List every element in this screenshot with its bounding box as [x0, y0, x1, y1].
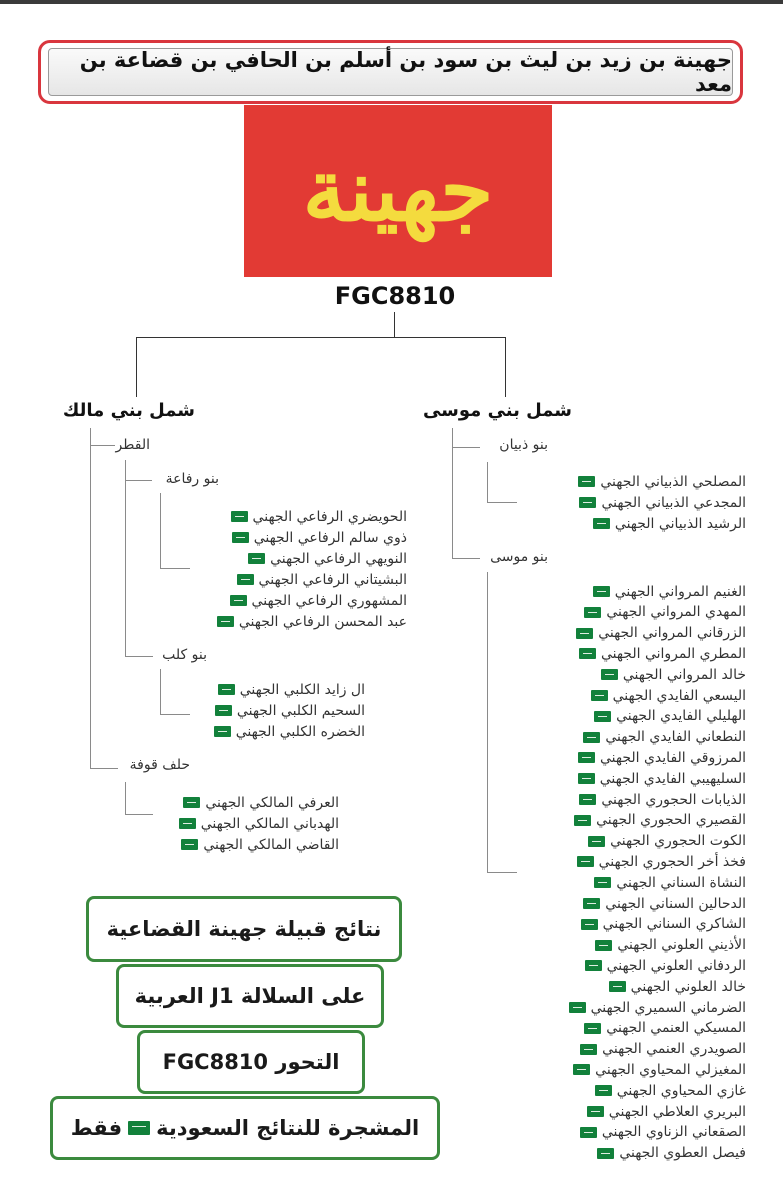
family-name: فيصل العطوي الجهني	[619, 1145, 746, 1162]
rifaa-trunk	[160, 493, 161, 568]
tribe-banner	[244, 105, 552, 277]
saudi-flag-icon	[593, 586, 610, 597]
saudi-flag-icon	[579, 794, 596, 805]
connector-left	[136, 337, 137, 397]
family-name: العرفي المالكي الجهني	[205, 794, 339, 811]
kalb-tick	[160, 714, 190, 715]
footer-box-saudi	[50, 1096, 440, 1160]
saudi-flag-icon	[579, 648, 596, 659]
family-row	[578, 748, 746, 767]
kalb-trunk	[160, 669, 161, 714]
family-row	[573, 1060, 746, 1079]
saudi-flag-icon	[595, 1085, 612, 1096]
family-row	[577, 852, 746, 871]
family-row	[585, 956, 746, 975]
label-bano-dhubyan: بنو ذبيان	[499, 437, 548, 453]
left-trunk	[90, 428, 91, 768]
family-name: الذيابات الحجوري الجهني	[601, 791, 746, 808]
saudi-flag-icon	[128, 1121, 150, 1135]
family-row	[581, 915, 746, 934]
family-name: السحيم الكلبي الجهني	[236, 702, 365, 719]
family-row	[181, 835, 339, 854]
saudi-flag-icon	[231, 511, 248, 522]
label-bano-musa: بنو موسى	[490, 549, 548, 565]
saudi-flag-icon	[230, 595, 247, 606]
family-name: الصقعاني الزناوي الجهني	[601, 1124, 746, 1141]
family-name: المطري المرواني الجهني	[600, 645, 746, 662]
saudi-flag-icon	[581, 919, 598, 930]
saudi-flag-icon	[588, 836, 605, 847]
family-name: الغنيم المرواني الجهني	[614, 583, 746, 600]
family-row	[593, 582, 746, 601]
family-row	[588, 832, 746, 851]
footer-line-2: على السلالة J1 العربية	[134, 984, 366, 1008]
family-name: الصويدري العنمي الجهني	[602, 1041, 746, 1058]
label-qatr: القطر	[115, 437, 150, 453]
saudi-flag-icon	[179, 818, 196, 829]
saudi-flag-icon	[217, 616, 234, 627]
saudi-flag-icon	[609, 981, 626, 992]
family-row	[579, 790, 746, 809]
family-row	[594, 707, 746, 726]
family-row	[574, 811, 746, 830]
dhubyan-tick	[487, 502, 517, 503]
family-name: القصيري الحجوري الجهني	[596, 812, 746, 829]
family-row	[584, 603, 746, 622]
top-border	[0, 0, 783, 4]
family-row	[584, 1019, 746, 1038]
saudi-flag-icon	[578, 773, 595, 784]
family-row	[591, 686, 746, 705]
family-name: المهدي المرواني الجهني	[606, 604, 746, 621]
family-name: الهليلي الفايدي الجهني	[616, 708, 746, 725]
saudi-flag-icon	[248, 553, 265, 564]
family-row	[580, 1040, 746, 1059]
saudi-flag-icon	[580, 1044, 597, 1055]
family-row	[218, 680, 365, 699]
family-name: المرزوقي الفايدي الجهني	[599, 749, 746, 766]
saudi-flag-icon	[585, 960, 602, 971]
branch-bani-malik: شمل بني مالك	[62, 400, 195, 421]
saudi-flag-icon	[577, 856, 594, 867]
saudi-flag-icon	[594, 711, 611, 722]
family-name: الدحالين السناني الجهني	[605, 895, 746, 912]
label-bano-kalb: بنو كلب	[162, 647, 207, 663]
family-name: البريري العلاطي الجهني	[608, 1103, 746, 1120]
family-row	[587, 1102, 746, 1121]
family-name: الحويضري الرفاعي الجهني	[252, 508, 407, 525]
family-name: القاضي المالكي الجهني	[203, 836, 339, 853]
family-name: السليهيبي الفايدي الجهني	[599, 770, 746, 787]
family-name: الضرماني السميري الجهني	[590, 999, 746, 1016]
saudi-flag-icon	[569, 1002, 586, 1013]
family-name: الخضره الكلبي الجهني	[235, 723, 365, 740]
family-name: عبد المحسن الرفاعي الجهني	[238, 613, 407, 630]
branch-bani-musa: شمل بني موسى	[422, 400, 572, 421]
saudi-flag-icon	[584, 1023, 601, 1034]
haplogroup-label: FGC8810	[334, 282, 456, 310]
saudi-flag-icon	[214, 726, 231, 737]
saudi-flag-icon	[597, 1148, 614, 1159]
family-name: خالد العلوني الجهني	[630, 978, 746, 995]
family-name: المشهوري الرفاعي الجهني	[251, 592, 407, 609]
family-name: الرشيد الذبياني الجهني	[614, 515, 746, 532]
family-name: اليسعي الفايدي الجهني	[612, 687, 746, 704]
saudi-flag-icon	[583, 898, 600, 909]
family-name: الشاكري السناني الجهني	[602, 916, 746, 933]
family-name: المسيكي العنمي الجهني	[606, 1020, 746, 1037]
saudi-flag-icon	[237, 574, 254, 585]
family-row	[231, 507, 407, 526]
family-row	[583, 728, 746, 747]
connector-split	[136, 337, 506, 338]
family-row	[237, 570, 407, 589]
qatr-trunk	[125, 460, 126, 656]
saudi-flag-icon	[181, 839, 198, 850]
footer-line-3: التحور FGC8810	[162, 1050, 340, 1074]
family-row	[232, 528, 407, 547]
footer-line-4: المشجرة للنتائج السعودية	[156, 1116, 420, 1140]
saudi-flag-icon	[580, 1127, 597, 1138]
family-name: المغيزلي المحياوي الجهني	[595, 1061, 746, 1078]
family-row	[578, 769, 746, 788]
connector-right	[505, 337, 506, 397]
label-hilf-qawfa: حلف قوفة	[129, 757, 190, 773]
family-row	[583, 894, 746, 913]
connector-rifaa	[125, 480, 152, 481]
connector-qawfa	[90, 768, 118, 769]
family-row	[179, 814, 339, 833]
saudi-flag-icon	[601, 669, 618, 680]
family-row	[579, 493, 746, 512]
family-row	[579, 644, 746, 663]
connector-root	[394, 312, 395, 337]
family-row	[248, 549, 407, 568]
family-row	[594, 873, 746, 892]
family-name: غازي المحياوي الجهني	[616, 1082, 746, 1099]
musa-trunk	[487, 572, 488, 872]
connector-dhubyan	[452, 447, 480, 448]
saudi-flag-icon	[232, 532, 249, 543]
banner-title: جهينة	[302, 140, 494, 241]
footer-box-results	[86, 896, 402, 962]
connector-qatr	[90, 445, 115, 446]
saudi-flag-icon	[215, 705, 232, 716]
footer-box-snp	[137, 1030, 365, 1094]
family-name: خالد المرواني الجهني	[622, 666, 746, 683]
family-name: الزرقاني المرواني الجهني	[598, 625, 746, 642]
saudi-flag-icon	[576, 628, 593, 639]
family-row	[595, 1081, 746, 1100]
family-name: النشاة السناني الجهني	[616, 874, 746, 891]
family-row	[214, 722, 365, 741]
family-row	[580, 1123, 746, 1142]
family-name: الردفاني العلوني الجهني	[606, 957, 746, 974]
saudi-flag-icon	[578, 752, 595, 763]
footer-line-4-end: فقط	[70, 1116, 123, 1140]
family-row	[215, 701, 365, 720]
family-name: المجدعي الذبياني الجهني	[601, 494, 746, 511]
family-row	[578, 472, 746, 491]
footer-line-1: نتائج قبيلة جهينة القضاعية	[106, 917, 382, 941]
family-row	[230, 591, 407, 610]
connector-musa	[452, 558, 480, 559]
saudi-flag-icon	[594, 877, 611, 888]
family-name: ال زايد الكلبي الجهني	[239, 681, 365, 698]
qawfa-tick	[125, 814, 153, 815]
family-row	[183, 793, 339, 812]
saudi-flag-icon	[573, 1064, 590, 1075]
label-bano-rifaa: بنو رفاعة	[165, 471, 219, 487]
footer-box-j1	[116, 964, 384, 1028]
family-name: البشيتاني الرفاعي الجهني	[258, 571, 407, 588]
family-row	[595, 936, 746, 955]
saudi-flag-icon	[587, 1106, 604, 1117]
saudi-flag-icon	[583, 732, 600, 743]
family-name: النويهي الرفاعي الجهني	[270, 550, 407, 567]
saudi-flag-icon	[591, 690, 608, 701]
saudi-flag-icon	[584, 607, 601, 618]
family-row	[569, 998, 746, 1017]
saudi-flag-icon	[593, 518, 610, 529]
musa-tick	[487, 872, 517, 873]
family-name: الأذيني العلوني الجهني	[617, 937, 746, 954]
saudi-flag-icon	[579, 497, 596, 508]
family-name: النطعاني الفايدي الجهني	[605, 729, 746, 746]
family-row	[593, 514, 746, 533]
qawfa-trunk	[125, 782, 126, 814]
family-name: المصلحي الذبياني الجهني	[600, 473, 746, 490]
saudi-flag-icon	[183, 797, 200, 808]
dhubyan-trunk	[487, 462, 488, 502]
saudi-flag-icon	[578, 476, 595, 487]
family-row	[601, 665, 746, 684]
saudi-flag-icon	[595, 940, 612, 951]
family-name: ذوي سالم الرفاعي الجهني	[253, 529, 407, 546]
saudi-flag-icon	[574, 815, 591, 826]
lineage-title: جهينة بن زيد بن ليث بن سود بن أسلم بن الحافي بن قضاعة بن معد	[48, 48, 733, 96]
family-row	[609, 977, 746, 996]
family-row	[217, 612, 407, 631]
rifaa-tick	[160, 568, 190, 569]
family-name: فخذ أخر الحجوري الجهني	[598, 853, 746, 870]
family-row	[576, 624, 746, 643]
connector-kalb	[125, 656, 153, 657]
family-row	[597, 1144, 746, 1163]
family-name: الكوت الحجوري الجهني	[610, 833, 746, 850]
family-name: الهدباني المالكي الجهني	[200, 815, 339, 832]
saudi-flag-icon	[218, 684, 235, 695]
